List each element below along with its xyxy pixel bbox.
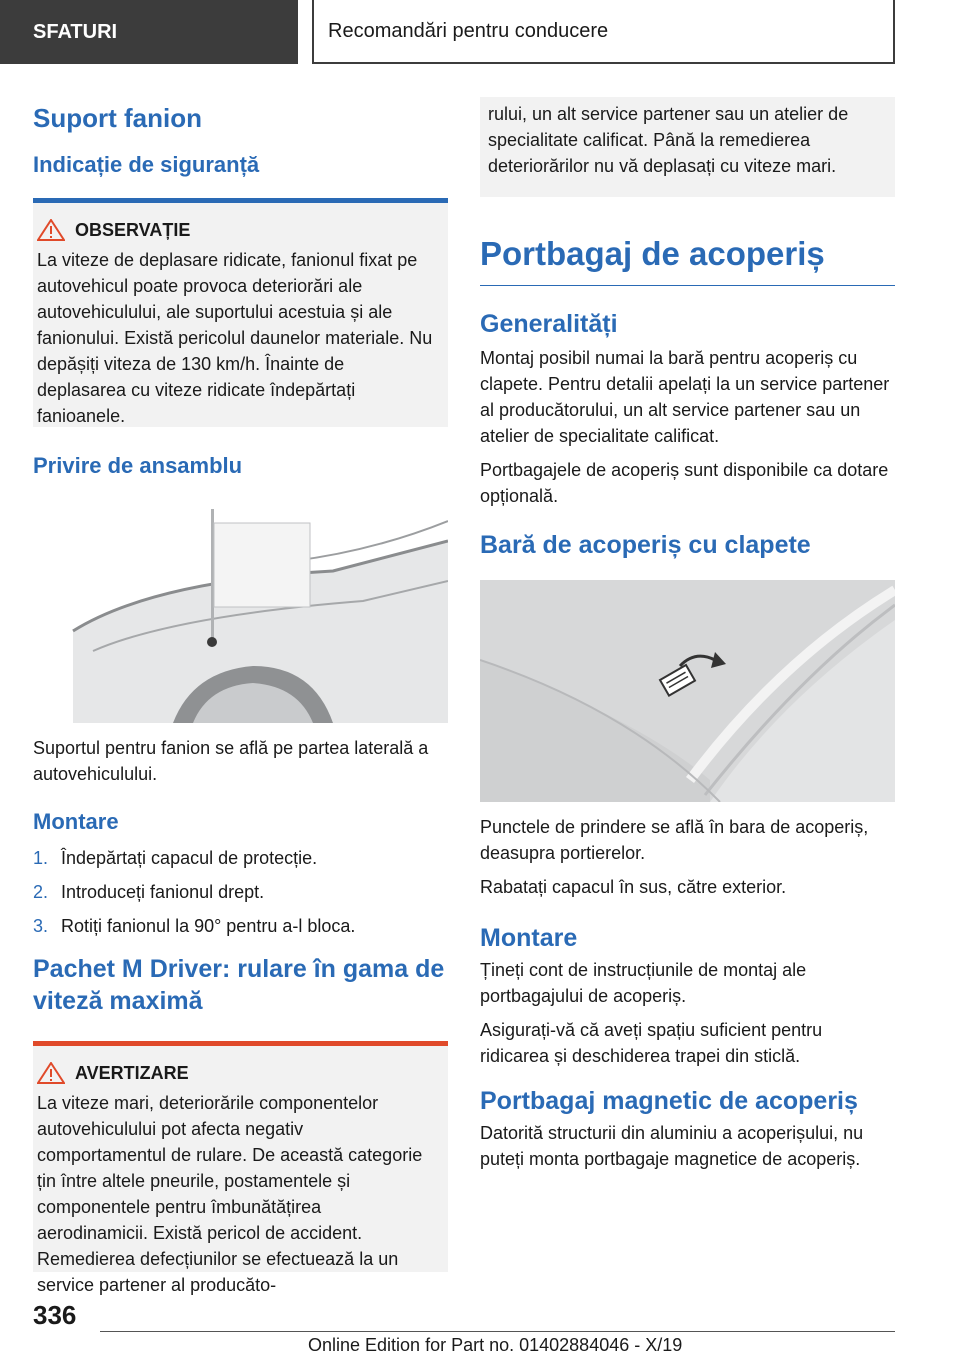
mount-paragraph-2: Asigurați-vă că aveți spațiu suficient pentru ridicarea și deschiderea trapei din sticlă. (480, 1020, 823, 1066)
chapter-tab (312, 0, 895, 64)
warning-triangle-icon (37, 1062, 65, 1084)
warning-continued-box (480, 97, 895, 197)
roof-bar-illustration (480, 580, 895, 802)
mount-heading-right: Montare (480, 924, 578, 952)
flag-holder-title: Suport fanion (33, 103, 202, 133)
section-tab (0, 0, 298, 64)
general-paragraph-1: Montaj posibil numai la bară pentru acoperiș cu clapete. Pentru detalii apelați la un service partener al producătorului, un alt service partener sau un atelier de specialitate calificat. (480, 348, 890, 446)
car-fender-illustration (33, 501, 448, 723)
mount-paragraph-1: Țineți cont de instrucțiunile de montaj ale portbagajului de acoperiș. (480, 960, 807, 1006)
right-column (480, 97, 895, 1172)
roof-bar-paragraph-2: Rabatați capacul în sus, către exterior. (480, 877, 787, 897)
section-label: SFATURI (33, 20, 118, 43)
mount-steps (33, 845, 448, 939)
warning-triangle-icon (37, 219, 65, 241)
overview-text: Suportul pentru fanion se află pe partea laterală a autovehiculului. (33, 738, 429, 784)
overview-heading: Privire de ansamblu (33, 453, 243, 478)
warning-label: AVERTIZARE (75, 1062, 189, 1083)
list-item: 3. Rotiți fanionul la 90° pentru a-l bloca. (33, 916, 356, 936)
general-paragraph-2: Portbagajele de acoperiș sunt disponibile ca dotare opțională. (480, 460, 889, 506)
page-number: 336 (33, 1300, 77, 1330)
notice-label: OBSERVAȚIE (75, 219, 191, 240)
warning-continued-text: rului, un alt service partener sau un atelier de specialitate calificat. Până la remedierea deteriorărilor nu vă deplasați cu viteze mari. (488, 104, 849, 176)
roof-bar-heading: Bară de acoperiș cu clapete (480, 531, 811, 559)
warning-text: La viteze mari, deteriorările componentelor autovehiculului pot afecta negativ comportamentul de rulare. De această categorie țin între altele pneurile, postamentele și componentele pentru îmbunătățirea aerodinamicii. Există pericol de accident. Remedierea defecțiunilor se efectuează la un service partener al producăto- (37, 1093, 423, 1295)
general-heading: Generalități (480, 310, 618, 338)
warning-box (33, 1041, 448, 1295)
safety-heading: Indicație de siguranță (33, 152, 260, 177)
magnetic-paragraph: Datorită structurii din aluminiu a acoperișului, nu puteți monta portbagaje magnetice de acoperiș. (480, 1123, 864, 1169)
mdriver-heading: Pachet M Driver: rulare în gama de viteză maximă (33, 955, 445, 1015)
title-underline (480, 285, 895, 286)
flag-holder-figure (33, 501, 448, 723)
mount-heading-left: Montare (33, 809, 119, 834)
chapter-label: Recomandări pentru conducere (328, 19, 609, 42)
list-item: 2. Introduceți fanionul drept. (33, 882, 265, 902)
list-item: 1. Îndepărtați capacul de protecție. (33, 848, 318, 868)
edition-text: Online Edition for Part no. 01402884046 - X/19 (308, 1335, 683, 1355)
magnetic-heading: Portbagaj magnetic de acoperiș (480, 1087, 858, 1115)
notice-box (33, 198, 448, 427)
left-column (33, 95, 448, 1295)
roof-bar-figure (480, 580, 895, 802)
footer-rule (100, 1331, 895, 1332)
roof-bar-paragraph-1: Punctele de prindere se află în bara de acoperiș, deasupra portierelor. (480, 817, 869, 863)
notice-text: La viteze de deplasare ridicate, fanionul fixat pe autovehicul poate provoca deteriorări ale autovehiculului, ale suportului acestuia și ale fanionului. Există pericolul daunelor materiale. Nu depășiți viteza de 130 km/h. Înainte de deplasarea cu viteze ridicate îndepărtați fanioanele. (37, 250, 433, 426)
roof-rack-title: Portbagaj de acoperiș (480, 235, 825, 272)
